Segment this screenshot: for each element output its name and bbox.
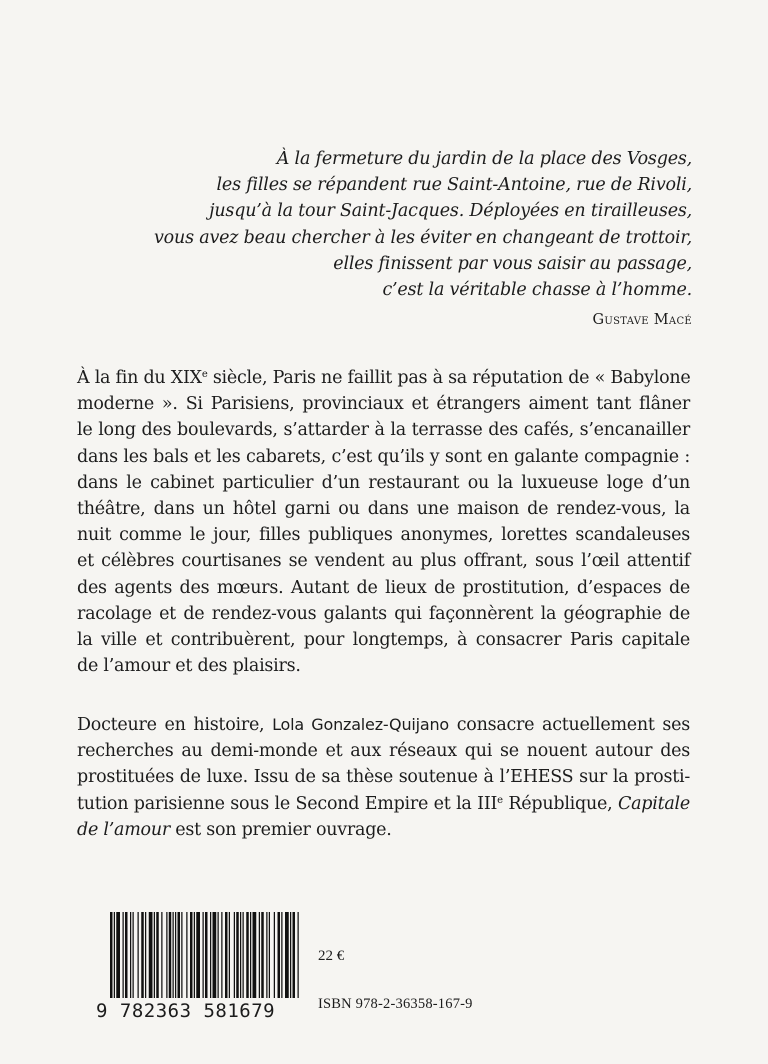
- barcode-bar: [266, 912, 267, 998]
- summary-line: moderne ». Si Parisiens, provinciaux et étrangers aiment tant flâner: [77, 394, 690, 415]
- barcode-bar: [138, 912, 139, 998]
- barcode-bar: [123, 912, 124, 998]
- bio-line: [77, 712, 690, 738]
- barcode-bar: [130, 912, 131, 998]
- barcode-bar: [210, 912, 211, 998]
- barcode-bar: [116, 912, 120, 998]
- barcode-bar: [229, 912, 230, 998]
- barcode-bar: [190, 912, 193, 998]
- barcode-bar: [234, 912, 235, 998]
- bio-line: [77, 817, 690, 843]
- bio-text: tution parisienne sous le Second Empire et la III: [77, 793, 498, 814]
- summary-text: siècle, Paris ne faillit pas à sa réputation de « Babylone: [207, 368, 691, 388]
- book-summary: [77, 365, 690, 679]
- barcode-bar: [281, 912, 282, 998]
- barcode-bar: [253, 912, 257, 998]
- barcode: [96, 912, 308, 1024]
- barcode-bar: [246, 912, 249, 998]
- barcode-bar: [194, 912, 195, 998]
- barcode-bar: [114, 912, 115, 998]
- barcode-bar: [181, 912, 182, 998]
- epigraph-line: jusqu’à la tour Saint-Jacques. Déployées en tirailleuses,: [209, 201, 692, 222]
- barcode-bar: [186, 912, 187, 998]
- barcode-bar: [169, 912, 172, 998]
- epigraph-author: Gustave Macé: [592, 312, 692, 329]
- summary-line: et célèbres courtisanes se vendent au plus offrant, sous l’œil attentif: [77, 551, 690, 572]
- summary-line: nuit comme le jour, filles publiques anonymes, lorettes scandaleuses: [77, 525, 690, 546]
- superscript: e: [201, 369, 208, 380]
- barcode-bar: [298, 912, 299, 998]
- barcode-bar: [110, 912, 113, 998]
- book-title: Capitale: [617, 793, 690, 814]
- barcode-bar: [203, 912, 204, 998]
- epigraph-line: c’est la véritable chasse à l’homme.: [382, 280, 692, 301]
- barcode-bar: [293, 912, 296, 998]
- barcode-bar: [269, 912, 270, 998]
- barcode-bar: [178, 912, 181, 998]
- barcode-bar: [161, 912, 162, 998]
- summary-line: théâtre, dans un hôtel garni ou dans une maison de rendez-vous, la: [77, 499, 690, 520]
- summary-line: des agents des mœurs. Autant de lieux de prostitution, d’espaces de: [77, 577, 690, 598]
- barcode-bar: [225, 912, 228, 998]
- barcode-bar: [213, 912, 217, 998]
- epigraph-line: les filles se répandent rue Saint-Antoine, rue de Rivoli,: [216, 175, 692, 196]
- book-title: de l’amour: [77, 819, 170, 840]
- epigraph-line: À la fermeture du jardin de la place des Vosges,: [276, 149, 692, 169]
- summary-line: racolage et de rendez-vous galants qui façonnèrent la géographie de: [77, 603, 690, 624]
- barcode-digits: 9 782363 581679: [96, 1000, 276, 1022]
- summary-line: dans le cabinet particulier d’un restaurant ou la luxueuse loge d’un: [77, 472, 690, 493]
- isbn: ISBN 978-2-36358-167-9: [318, 996, 473, 1012]
- bio-line: recherches au demi-monde et aux réseaux qui se nouent autour des: [77, 741, 690, 762]
- summary-line: la ville et contribuèrent, pour longtemps, à consacrer Paris capitale: [77, 630, 690, 651]
- barcode-bar: [221, 912, 222, 998]
- barcode-bar: [259, 912, 260, 998]
- barcode-bar: [173, 912, 174, 998]
- summary-line: de l’amour et des plaisirs.: [77, 656, 301, 677]
- bio-text: Docteure en histoire,: [77, 715, 273, 735]
- summary-text: À la fin du XIX: [77, 368, 202, 388]
- epigraph-line: vous avez beau chercher à les éviter en changeant de trottoir,: [153, 227, 692, 248]
- barcode-bar: [285, 912, 289, 998]
- barcode-bar: [133, 912, 134, 998]
- barcode-bar: [196, 912, 200, 998]
- barcode-bar: [154, 912, 155, 998]
- barcode-bar: [149, 912, 153, 998]
- bio-line: [77, 791, 690, 817]
- barcode-bar: [125, 912, 128, 998]
- barcode-bar: [175, 912, 176, 998]
- barcode-bar: [240, 912, 241, 998]
- summary-line: le long des boulevards, s’attarder à la terrasse des cafés, s’encanailler: [77, 420, 690, 441]
- barcode-bar: [290, 912, 291, 998]
- barcode-bars: [96, 912, 308, 1004]
- barcode-bar: [250, 912, 251, 998]
- summary-line: [77, 365, 690, 391]
- barcode-bar: [218, 912, 219, 998]
- barcode-bar: [261, 912, 264, 998]
- barcode-bar: [274, 912, 275, 998]
- bio-text: consacre actuellement ses: [449, 715, 690, 735]
- barcode-bar: [205, 912, 208, 998]
- author-name: Lola Gonzalez-Quijano: [272, 715, 450, 734]
- epigraph-line: elles finissent par vous saisir au passage,: [333, 253, 692, 274]
- bio-text: République,: [502, 793, 618, 814]
- superscript: e: [497, 794, 503, 806]
- barcode-bar: [166, 912, 167, 998]
- bio-line: prostituées de luxe. Issu de sa thèse soutenue à l’EHESS sur la prosti-: [77, 767, 690, 788]
- barcode-bar: [145, 912, 146, 998]
- summary-line: dans les bals et les cabarets, c’est qu’ils y sont en galante compagnie :: [77, 446, 690, 467]
- barcode-bar: [156, 912, 159, 998]
- price: 22 €: [318, 948, 345, 964]
- barcode-bar: [236, 912, 239, 998]
- barcode-bar: [243, 912, 244, 998]
- barcode-bar: [278, 912, 281, 998]
- author-bio: [77, 712, 690, 843]
- epigraph-quote: [132, 146, 692, 328]
- bio-text: est son premier ouvrage.: [169, 819, 392, 840]
- barcode-bar: [141, 912, 144, 998]
